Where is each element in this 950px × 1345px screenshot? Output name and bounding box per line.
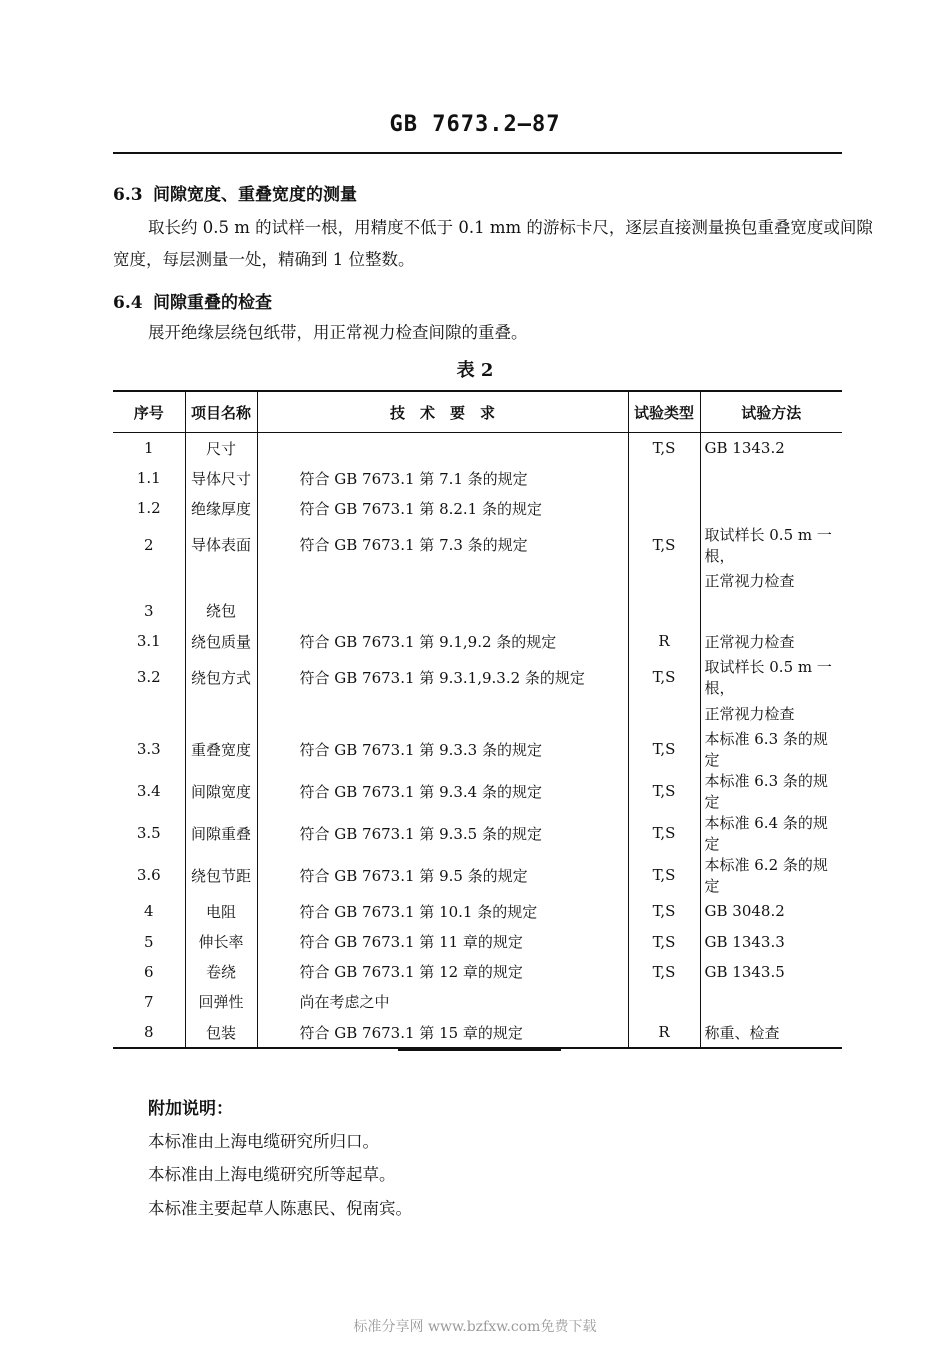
cell-test-type: T,S bbox=[628, 812, 700, 854]
cell-item-name: 卷绕 bbox=[185, 957, 257, 987]
cell-test-method: 本标准 6.3 条的规定 bbox=[700, 770, 842, 812]
table-row bbox=[113, 596, 842, 626]
table-row bbox=[113, 493, 842, 523]
section-6-3-line-1: 取长约 0.5 m 的试样一根，用精度不低于 0.1 mm 的游标卡尺，逐层直接测量换包重叠宽度或间隙 bbox=[148, 218, 873, 237]
cell-test-type: R bbox=[628, 626, 700, 656]
table-row bbox=[113, 524, 842, 566]
cell-requirement: 尚在考虑之中 bbox=[257, 987, 628, 1017]
section-6-3-line-2: 宽度，每层测量一处，精确到 1 位整数。 bbox=[113, 250, 415, 269]
table-row bbox=[113, 812, 842, 854]
cell-item-name: 伸长率 bbox=[185, 927, 257, 957]
cell-number: 3.5 bbox=[136, 824, 161, 843]
cell-test-method: 取试样长 0.5 m 一根， bbox=[700, 524, 842, 566]
cell-test-type: T,S bbox=[628, 770, 700, 812]
cell-requirement bbox=[257, 596, 628, 626]
cell-requirement: 符合 GB 7673.1 第 9.3.3 条的规定 bbox=[257, 728, 628, 770]
cell-number: 1 bbox=[143, 439, 154, 458]
cell-number: 3.6 bbox=[136, 866, 161, 885]
cell-test-method: 称重、检查 bbox=[700, 1017, 842, 1048]
cell-requirement bbox=[257, 566, 628, 596]
cell-test-method bbox=[700, 493, 842, 523]
cell-item-name: 绕包质量 bbox=[185, 626, 257, 656]
cell-item-name: 绕包 bbox=[185, 596, 257, 626]
cell-item-name: 回弹性 bbox=[185, 987, 257, 1017]
table-row bbox=[113, 566, 842, 596]
cell-test-type: T,S bbox=[628, 656, 700, 698]
table-row bbox=[113, 463, 842, 493]
cell-test-type: R bbox=[628, 1017, 700, 1048]
cell-number: 2 bbox=[143, 535, 154, 554]
cell-number: 6 bbox=[143, 962, 154, 981]
cell-number: 3 bbox=[143, 601, 154, 620]
section-6-3-number: 6.3 bbox=[113, 185, 143, 205]
column-header-test-method: 试验方法 bbox=[700, 391, 842, 433]
cell-item-name: 间隙宽度 bbox=[185, 770, 257, 812]
cell-item-name: 电阻 bbox=[185, 896, 257, 926]
cell-test-method: 正常视力检查 bbox=[700, 566, 842, 596]
table-body bbox=[113, 433, 842, 1049]
table-row bbox=[113, 433, 842, 464]
section-6-4-title: 间隙重叠的检查 bbox=[153, 293, 272, 313]
cell-test-type: T,S bbox=[628, 957, 700, 987]
cell-requirement bbox=[257, 698, 628, 728]
cell-requirement: 符合 GB 7673.1 第 7.1 条的规定 bbox=[257, 463, 628, 493]
cell-test-method: GB 1343.3 bbox=[700, 927, 842, 957]
cell-test-method bbox=[700, 596, 842, 626]
cell-requirement: 符合 GB 7673.1 第 9.3.4 条的规定 bbox=[257, 770, 628, 812]
cell-test-type bbox=[628, 463, 700, 493]
section-6-3-heading bbox=[113, 180, 357, 205]
additional-note-line: 本标准由上海电缆研究所等起草。 bbox=[148, 1165, 396, 1184]
table-header-row bbox=[113, 391, 842, 433]
cell-test-method: 正常视力检查 bbox=[700, 698, 842, 728]
cell-item-name: 重叠宽度 bbox=[185, 728, 257, 770]
cell-test-method: 本标准 6.2 条的规定 bbox=[700, 854, 842, 896]
cell-test-method: 取试样长 0.5 m 一根， bbox=[700, 656, 842, 698]
cell-test-type bbox=[628, 493, 700, 523]
table-row bbox=[113, 728, 842, 770]
cell-item-name: 导体表面 bbox=[185, 524, 257, 566]
section-6-3-title: 间隙宽度、重叠宽度的测量 bbox=[153, 185, 357, 205]
cell-number: 1.2 bbox=[136, 499, 161, 518]
column-header-number: 序号 bbox=[113, 391, 185, 433]
cell-number bbox=[113, 698, 185, 728]
table-row bbox=[113, 854, 842, 896]
table-row bbox=[113, 957, 842, 987]
cell-number: 4 bbox=[143, 902, 154, 921]
table-row bbox=[113, 656, 842, 698]
cell-test-type: T,S bbox=[628, 524, 700, 566]
cell-test-method: 本标准 6.4 条的规定 bbox=[700, 812, 842, 854]
cell-test-method: GB 1343.2 bbox=[700, 433, 842, 464]
cell-number: 7 bbox=[143, 992, 154, 1011]
cell-item-name: 导体尺寸 bbox=[185, 463, 257, 493]
cell-test-method: 本标准 6.3 条的规定 bbox=[700, 728, 842, 770]
column-header-item-name: 项目名称 bbox=[185, 391, 257, 433]
cell-item-name: 包装 bbox=[185, 1017, 257, 1048]
cell-test-type bbox=[628, 987, 700, 1017]
additional-note-line: 本标准主要起草人陈惠民、倪南宾。 bbox=[148, 1199, 412, 1218]
column-header-test-type: 试验类型 bbox=[628, 391, 700, 433]
cell-item-name: 绕包节距 bbox=[185, 854, 257, 896]
table-row bbox=[113, 626, 842, 656]
cell-test-type: T,S bbox=[628, 927, 700, 957]
cell-requirement: 符合 GB 7673.1 第 7.3 条的规定 bbox=[257, 524, 628, 566]
additional-note-line: 本标准由上海电缆研究所归口。 bbox=[148, 1132, 379, 1151]
table-row bbox=[113, 987, 842, 1017]
cell-number: 3.2 bbox=[136, 668, 161, 687]
cell-item-name: 绕包方式 bbox=[185, 656, 257, 698]
table-row bbox=[113, 1017, 842, 1048]
cell-requirement bbox=[257, 433, 628, 464]
cell-item-name: 尺寸 bbox=[185, 433, 257, 464]
cell-test-type: T,S bbox=[628, 433, 700, 464]
cell-test-type bbox=[628, 596, 700, 626]
table-row bbox=[113, 927, 842, 957]
cell-test-type bbox=[628, 698, 700, 728]
cell-item-name bbox=[185, 566, 257, 596]
section-6-4-heading bbox=[113, 288, 272, 313]
footer-watermark: 标准分享网 www.bzfxw.com免费下载 bbox=[353, 1319, 597, 1335]
table-row bbox=[113, 698, 842, 728]
cell-test-method bbox=[700, 463, 842, 493]
table-row bbox=[113, 896, 842, 926]
cell-requirement: 符合 GB 7673.1 第 9.3.5 条的规定 bbox=[257, 812, 628, 854]
cell-test-type: T,S bbox=[628, 896, 700, 926]
cell-number: 3.1 bbox=[136, 632, 161, 651]
cell-test-type bbox=[628, 566, 700, 596]
cell-requirement: 符合 GB 7673.1 第 10.1 条的规定 bbox=[257, 896, 628, 926]
cell-test-method: 正常视力检查 bbox=[700, 626, 842, 656]
cell-requirement: 符合 GB 7673.1 第 9.3.1,9.3.2 条的规定 bbox=[257, 656, 628, 698]
cell-number: 3.4 bbox=[136, 782, 161, 801]
cell-number: 5 bbox=[143, 932, 154, 951]
section-6-4-line-1: 展开绝缘层绕包纸带，用正常视力检查间隙的重叠。 bbox=[148, 323, 528, 342]
section-6-4-number: 6.4 bbox=[113, 293, 143, 313]
additional-notes-title: 附加说明： bbox=[148, 1099, 233, 1119]
cell-number: 8 bbox=[143, 1023, 154, 1042]
table-title: 表 2 bbox=[456, 360, 494, 381]
end-rule bbox=[398, 1049, 561, 1051]
cell-number: 3.3 bbox=[136, 740, 161, 759]
cell-test-method bbox=[700, 987, 842, 1017]
table-row bbox=[113, 770, 842, 812]
cell-item-name: 绝缘厚度 bbox=[185, 493, 257, 523]
cell-requirement: 符合 GB 7673.1 第 9.5 条的规定 bbox=[257, 854, 628, 896]
cell-requirement: 符合 GB 7673.1 第 15 章的规定 bbox=[257, 1017, 628, 1048]
column-header-requirement: 技 术 要 求 bbox=[257, 391, 628, 433]
cell-number: 1.1 bbox=[136, 469, 161, 488]
header-rule bbox=[113, 152, 842, 154]
cell-test-method: GB 3048.2 bbox=[700, 896, 842, 926]
cell-test-type: T,S bbox=[628, 854, 700, 896]
cell-requirement: 符合 GB 7673.1 第 12 章的规定 bbox=[257, 957, 628, 987]
cell-requirement: 符合 GB 7673.1 第 9.1,9.2 条的规定 bbox=[257, 626, 628, 656]
standard-code-header: GB 7673.2—87 bbox=[389, 112, 561, 137]
cell-item-name: 间隙重叠 bbox=[185, 812, 257, 854]
cell-requirement: 符合 GB 7673.1 第 11 章的规定 bbox=[257, 927, 628, 957]
spec-table bbox=[113, 390, 842, 1049]
cell-number bbox=[113, 566, 185, 596]
cell-requirement: 符合 GB 7673.1 第 8.2.1 条的规定 bbox=[257, 493, 628, 523]
cell-test-type: T,S bbox=[628, 728, 700, 770]
cell-item-name bbox=[185, 698, 257, 728]
cell-test-method: GB 1343.5 bbox=[700, 957, 842, 987]
